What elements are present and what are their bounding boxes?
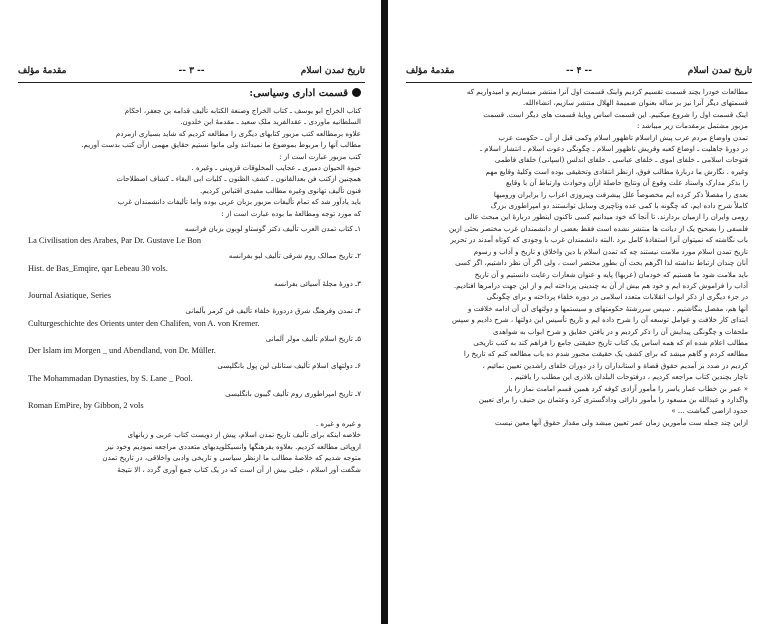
right-header-rule <box>406 82 752 83</box>
text-line: علاوه برمطالعه کتب مزبور کتابهای دیگری را مطالعه کردیم که شاید بسیاری ازمردم <box>115 128 361 138</box>
text-line: باید یادآور شد که تمام تألیفات مزبور بزبان عربی بوده واما تألیفات دانشمندان غرب <box>117 197 361 207</box>
reference-latin: Roman EmPire, by Gibbon, 2 vols <box>28 400 144 410</box>
text-line: رومی وایران را ازمیان بردارند. تا آنجا که خود میدانیم کسی تاکنون اینطور دربارهٔ این مبحث عالی <box>464 212 748 222</box>
right-header-book-title: تاریخ تمدن اسلام <box>687 66 752 76</box>
text-line: حیوة الحیوان دمیری ـ عجایب المخلوقات قزوینی ـ وغیره . <box>191 163 361 173</box>
text-line: ملحقات و چگونگی پیدایش آن را ذکر کردیم و در یافتن حقایق و شرح ابواب به شواهدی <box>492 326 748 336</box>
text-line: قسمتهای دیگر آنرا نیز بر ساله بعنوان ضمیمهٔ الهلال منتشر سازیم، انشاءالله. <box>522 98 748 108</box>
text-line: در جزء دیگری از ذکر ابواب انقلابات متعدد اسلامی در دوره خلفاء پرداخته و برای چگونگی <box>486 292 748 302</box>
left-page <box>0 0 381 624</box>
text-line: واگذارد و عبدالله بن مسعود را مأمور دارائی ودادگستری کرد وعثمان بن حنیف را برای تعیین <box>478 394 748 404</box>
text-line: آنها هم، مفصل بنگاشتیم . سپس سررشتهٔ حکومتهای و سیستمها و دولتهای آن آن ادامه خلافت و <box>468 303 748 313</box>
right-page <box>388 0 768 624</box>
text-line: مطالعه کردم و گاهم میشد که برای کشف یک حقیقت مجبور شدم ده باب مطالعه کنم که تاریخ را <box>463 349 748 359</box>
reference-persian: ۳ـ دورهٔ مجلهٔ آسیائی بفرانسه <box>274 278 361 288</box>
reference-persian: ۴ـ تمدن وفرهنگ شرق دردورهٔ خلفاء تألیف فن کرمر بآلمانی <box>185 306 361 316</box>
right-header-page-number: -- ۴ -- <box>565 66 593 76</box>
text-line: خلاصه اینکه برای تألیف تاریخ تمدن اسلام، پیش از دویست کتاب عربی و زبانهای <box>127 430 361 440</box>
text-line: را بذکر مدارک واسناد علت وقوع آن ونتایج حاصلهٔ ازآن وحوادث وارتباط آن با وقایع <box>505 178 748 188</box>
text-line: آنان چندان ارتباط نداشته لذا اگرهم بحث آن بطور مختصر است ، ولی اگر آن نظر داشتیم، اگر کسی <box>455 258 748 268</box>
text-line: اروپائی مطالعه کردیم. بعلاوه بفرهنگها وانسیکلوپدیهای متعددی مراجعه نمودیم وخود نیز <box>105 441 361 451</box>
text-line: بعدی را مفصلاً ذکر کرده ایم مخصوصاً علل پیشرفت وپیروزی اعراب را برایران ورومیها <box>493 189 748 199</box>
text-line: همچنین ازکتب فن بعدالقانون ـ کشف الظنون ـ کلیات ابی البقاء ـ کشاف اصطلاحات <box>116 174 361 184</box>
text-line: شگفت آور اسلام ، خیلی بیش از آن است که در یک کتاب جمع آوری گردد ، الا نتیجهٔ <box>117 464 361 474</box>
text-line: فنون تألیف تهانوی وغیره مطالب مفیدی اقتباس کردیم. <box>199 185 361 195</box>
reference-latin: Der Islam im Morgen _ und Abendland, von Dr. Müller. <box>28 346 216 356</box>
section-heading-text: قسمت اداری وسیاسی: <box>249 88 348 99</box>
text-line: کردیم در صدد بر آمدیم حقوق قضاة و استانداران را در دوران خلفای راشدین تعیین نمائیم ، <box>482 360 748 370</box>
reference-persian: ۲ـ تاریخ ممالک روم شرقی تألیف لبو بفرانسه <box>228 251 361 261</box>
left-header-page-number: -- ۳ -- <box>178 66 205 76</box>
text-line: ابتدای کار خلافت و عوامل توسعه آن را شرح داده ایم و تاریخ تأسیس این دولتها ، شرح دادیم و سپس <box>451 315 748 325</box>
text-line: کتب مزبور عبارت است از : <box>279 151 361 161</box>
right-header-section: مقدمهٔ مؤلف <box>406 66 455 76</box>
reference-latin: The Mohammadan Dynasties, by S. Lane _ Pool. <box>28 373 193 383</box>
right-page-header <box>406 66 752 80</box>
text-line: در دورهٔ جاهلیت ـ اوضاع کعبه وقریش تاظهور اسلام ـ چگونگی دعوت اسلام ـ انتشار اسلام ـ <box>479 144 748 154</box>
text-line: تمدن واوضاع مردم عرب پیش ازاسلام تاظهور اسلام وکمی قبل از آن ـ حکومت عرب <box>498 132 748 142</box>
text-line: آداب را فراموش کرده ایم و خود هم بیش از آن به چندینی پرداخته ایم و از این جهت درامرها افتادیم. <box>453 280 748 290</box>
reference-latin: Hist. de Bas_Emqire, qar Lebeau 30 vols. <box>28 263 168 273</box>
text-line: تاریخ تمدن اسلام مورد ملامت نیستند چه که تمدن اسلام با دین واخلاق و تاریخ و آداب و رسوم <box>473 246 748 256</box>
text-line: و غیره و غیره . <box>315 418 361 428</box>
reference-latin: Journal Asiatique, Series <box>28 291 112 301</box>
text-line: ناچار بچندین کتاب مراجعه کردیم ، درفتوحات البلدان بلاذری این مطلب را یافتیم . <box>510 372 748 382</box>
text-line: کاملاً شرح داده ایم، که چگونه با کمی عده وناچیزی وسایل توانستند دو امپراطوری بزرگ <box>490 201 748 211</box>
left-page-body <box>22 86 361 564</box>
text-line: مطالعات خودرا بچند قسمت تقسیم کردیم واینک قسمت اول آنرا منتشر میسازیم و امیدواریم که <box>466 87 748 96</box>
text-line: مزبور مشتمل برمقدمات زیر میباشد : <box>636 121 748 131</box>
text-line: حدود اراضی گماشت ... » <box>671 406 748 416</box>
reference-persian: ۵ـ تاریخ اسلام تألیف مولر آلمانی <box>265 333 361 343</box>
reference-latin: La Civilisation des Arabes, Par Dr. Gustave Le Bon <box>28 236 202 246</box>
text-line: متوجه شدیم که خلاصهٔ مطالب ما ازنظر سیاسی و تاریخی وادبی واخلاقی، در تاریخ تمدن <box>102 453 361 463</box>
text-line: فتوحات اسلامی ـ خلفای اموی ـ خلفای عباسی ـ خلفای اندلس (اسپانی) خلفای فاطمی <box>494 155 748 165</box>
text-line: که مورد توجه ومطالعهٔ ما بوده عبارت است از : <box>221 208 361 218</box>
book-spine <box>381 0 388 624</box>
section-heading <box>22 86 361 102</box>
reference-latin: Culturgeschichte des Orients unter den Chalifen, von A. von Kremer. <box>28 318 260 328</box>
left-page-header <box>18 66 365 80</box>
left-header-section: مقدمهٔ مؤلف <box>18 66 67 76</box>
text-line: باب نگاشته که نمیتوان آنرا استفادهٔ کامل برد .البته دانشمندان غرب با وجودی که کوتاه آمدند در تحریر <box>450 235 748 245</box>
text-line: فلسفی را بصحیح یک از دیانت ها منتشر نشده است فقط بعضی از دانشمندان غرب مختصر بحثی ازین <box>449 223 748 233</box>
left-header-rule <box>18 82 365 83</box>
text-line: مطالب اعلام شده ام که همه اساس یک کتاب تاریخ حقیقتی جامع را فراهم کند به کتب تاریخی <box>473 337 748 347</box>
text-line: السلطانیه ماوردی ـ عقدالفرید ملک سعید ـ مقدمهٔ ابن خلدون. <box>180 117 361 127</box>
text-line: اینک قسمت اول را شروع میکنیم. این قسمت اساس وپایهٔ قسمت های دیگر است. قسمت <box>483 109 748 119</box>
left-header-book-title: تاریخ تمدن اسلام <box>300 66 365 76</box>
reference-persian: ۶ـ دولتهای اسلام تألیف ستانلی لین پول بانگلیسی <box>217 361 361 371</box>
text-line: ازاین چند جمله ست مأمورین زمان عمر تعیین میشد ولی مقدار حقوق آنها معین نیست <box>495 417 748 427</box>
reference-persian: ۷ـ تاریخ امپراطوری روم تألیف گیبون بانگلیسی <box>225 388 361 398</box>
reference-persian: ۱ـ کتاب تمدن العرب تألیف دکتر گوستاو لوبون بزبان فرانسه <box>184 224 361 234</box>
text-line: باید ملامت شود ما هستیم که خودمان (عربها) پایه و عنوان شعارات رعایت دانستیم و آن تاریخ <box>474 269 748 279</box>
text-line: وغیره . نگارش ما دربارهٔ مطالب فوق، ازنظر انتقادی وتحقیقی بوده است وکلیهٔ وقایع مهم <box>485 166 748 176</box>
bullet-icon <box>352 88 361 97</box>
text-line: « عمر بن خطاب عمار یاسر را مأمور آزادی کوفه کرد همین قسم امامت نماز را بار <box>504 383 748 393</box>
text-line: کتاب الخراج ابو یوسف ـ کتاب الخراج وصنعة الکتابه تألیف قدامه بن جعفر، احکام <box>124 106 361 115</box>
right-page-body <box>410 86 748 564</box>
text-line: مطالب آنها را مربوط بموضوع ما نمیدانند ولی مانوا نستیم حقایق مهمی ازآن کتب بدست آوریم. <box>81 140 361 150</box>
